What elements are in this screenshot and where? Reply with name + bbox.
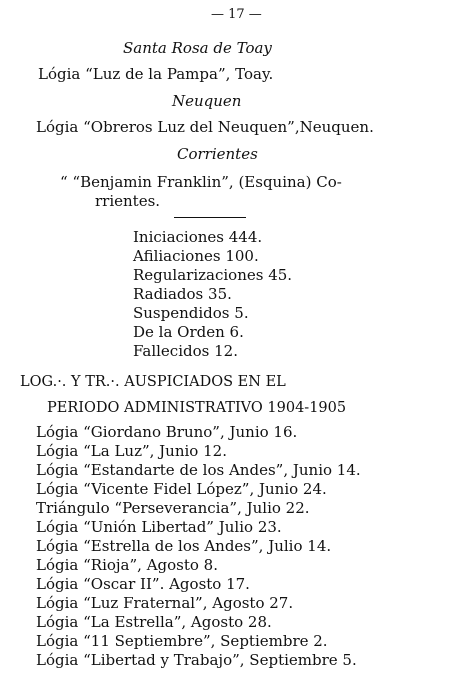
list-item: Lógia “Unión Libertad” Julio 23. bbox=[36, 518, 282, 536]
entry-obreros-luz: Lógia “Obreros Luz del Neuquen”,Neuquen. bbox=[36, 118, 374, 136]
auspiciados-title: LOG.·. Y TR.·. AUSPICIADOS EN EL bbox=[20, 374, 286, 390]
heading-santa-rosa: Santa Rosa de Toay bbox=[123, 39, 272, 57]
stat-de-la-orden: De la Orden 6. bbox=[133, 323, 244, 341]
stat-radiados: Radiados 35. bbox=[133, 285, 232, 303]
list-item: Lógia “Estandarte de los Andes”, Junio 14. bbox=[36, 461, 361, 479]
stat-suspendidos: Suspendidos 5. bbox=[133, 304, 249, 322]
heading-neuquen: Neuquen bbox=[172, 92, 242, 110]
list-item: Triángulo “Perseverancia”, Julio 22. bbox=[36, 499, 310, 517]
list-item: Lógia “La Luz”, Junio 12. bbox=[36, 442, 227, 460]
page-number: — 17 — bbox=[211, 7, 262, 22]
list-item: Lógia “Estrella de los Andes”, Julio 14. bbox=[36, 537, 332, 555]
auspiciados-title-cont: PERIODO ADMINISTRATIVO 1904-1905 bbox=[47, 400, 347, 416]
list-item: Lógia “Oscar II”. Agosto 17. bbox=[36, 575, 250, 593]
list-item: Lógia “11 Septiembre”, Septiembre 2. bbox=[36, 632, 328, 650]
list-item: Lógia “Giordano Bruno”, Junio 16. bbox=[36, 423, 298, 441]
entry-benjamin-franklin: “ “Benjamin Franklin”, (Esquina) Co- bbox=[60, 173, 342, 191]
list-item: Lógia “Libertad y Trabajo”, Septiembre 5. bbox=[36, 651, 357, 669]
heading-corrientes: Corrientes bbox=[177, 145, 258, 163]
entry-luz-de-la-pampa: Lógia “Luz de la Pampa”, Toay. bbox=[38, 65, 274, 83]
list-item: Lógia “Vicente Fidel López”, Junio 24. bbox=[36, 480, 327, 498]
entry-benjamin-franklin-cont: rrientes. bbox=[95, 192, 161, 210]
stat-iniciaciones: Iniciaciones 444. bbox=[133, 228, 263, 246]
stat-fallecidos: Fallecidos 12. bbox=[133, 342, 238, 360]
list-item: Lógia “Rioja”, Agosto 8. bbox=[36, 556, 218, 574]
stat-regularizaciones: Regularizaciones 45. bbox=[133, 266, 293, 284]
list-item: Lógia “Luz Fraternal”, Agosto 27. bbox=[36, 594, 294, 612]
list-item: Lógia “La Estrella”, Agosto 28. bbox=[36, 613, 272, 631]
section-divider bbox=[174, 217, 246, 218]
stat-afiliaciones: Afiliaciones 100. bbox=[133, 247, 259, 265]
